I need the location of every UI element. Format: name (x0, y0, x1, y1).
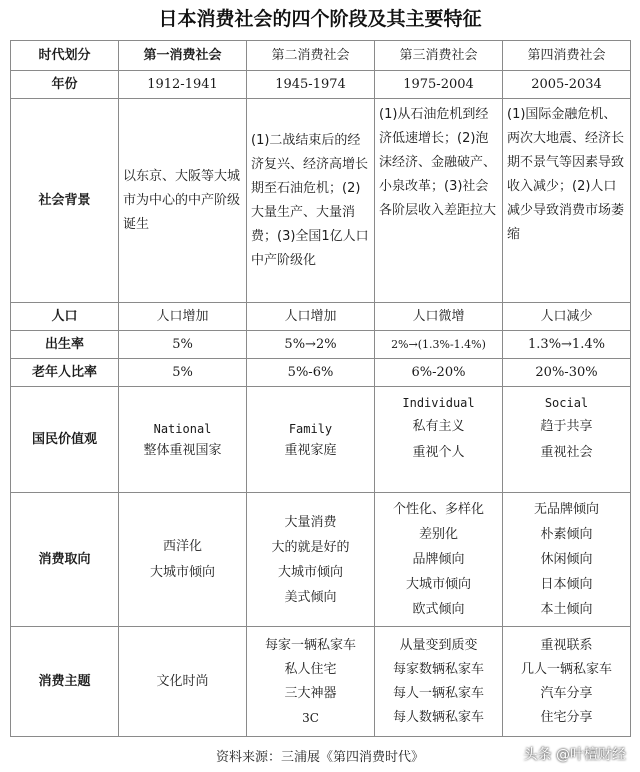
theme-2-item: 三大神器 (284, 685, 337, 701)
values-keyword-1: National (153, 421, 212, 436)
values-text-2: 重视家庭 (284, 442, 337, 458)
row-label-elderly-ratio: 老年人比率 (11, 359, 119, 387)
values-keyword-4: Social (544, 396, 589, 410)
row-label-national-values: 国民价值观 (11, 387, 119, 493)
values-cell-1 (119, 387, 247, 493)
background-text-4: (1)国际金融危机、两次大地震、经济长期不景气等因素导致收入减少；(2)人口减少导致消费市场萎缩 (507, 107, 625, 242)
orientation-3-item: 品牌倾向 (412, 552, 465, 567)
population-cell-3: 人口微增 (375, 303, 503, 331)
table-header-row (11, 41, 631, 71)
values-text-1: 整体重视国家 (143, 442, 222, 458)
birth-cell-4: 1.3%→1.4% (503, 331, 631, 359)
theme-cell-4 (503, 627, 631, 737)
orientation-1-item: 大城市倾向 (149, 564, 215, 580)
theme-4-item: 住宅分享 (540, 709, 593, 725)
birth-cell-1: 5% (119, 331, 247, 359)
page-title: 日本消费社会的四个阶段及其主要特征 (158, 8, 482, 30)
orientation-1-item: 西洋化 (162, 538, 202, 554)
theme-2-item: 3C (302, 710, 319, 725)
table-row-year (11, 71, 631, 99)
header-column-1: 第一消费社会 (119, 41, 247, 71)
theme-4-item: 几人一辆私家车 (520, 661, 612, 677)
year-cell-3: 1975-2004 (375, 71, 503, 99)
birth-cell-3: 2%→(1.3%-1.4%) (375, 331, 503, 359)
orientation-4-item: 本土倾向 (540, 602, 593, 617)
header-column-2: 第二消费社会 (247, 41, 375, 71)
watermark: 头条 @叶檀财经 (523, 747, 626, 763)
orientation-2-item: 大量消费 (284, 514, 337, 530)
birth-cell-2: 5%→2% (247, 331, 375, 359)
table-row-consumption-theme (11, 627, 631, 737)
background-cell-2 (247, 99, 375, 303)
orientation-3-item: 个性化、多样化 (392, 502, 484, 517)
year-cell-1: 1912-1941 (119, 71, 247, 99)
values-cell-4 (503, 387, 631, 493)
table-row-birth-rate (11, 331, 631, 359)
orientation-2-item: 大城市倾向 (277, 564, 343, 580)
values-text-3a: 私有主义 (412, 419, 465, 434)
population-cell-2: 人口增加 (247, 303, 375, 331)
orientation-cell-2 (247, 493, 375, 627)
table-row-national-values (11, 387, 631, 493)
theme-3-item: 从量变到质变 (399, 637, 478, 653)
orientation-3-item: 差别化 (418, 527, 458, 542)
theme-3-item: 每家数辆私家车 (392, 661, 484, 677)
background-text-2: (1)二战结束后的经济复兴、经济高增长期至石油危机；(2)大量生产、大量消费；(3)全国1亿人口中产阶级化 (251, 132, 369, 268)
values-text-4b: 重视社会 (540, 445, 593, 460)
row-label-consumption-orientation: 消费取向 (11, 493, 119, 627)
table-row-elderly-ratio (11, 359, 631, 387)
row-label-background: 社会背景 (11, 99, 119, 303)
row-label-consumption-theme: 消费主题 (11, 627, 119, 737)
theme-4-item: 重视联系 (540, 637, 593, 653)
theme-4-item: 汽车分享 (540, 685, 593, 701)
comparison-table (10, 40, 631, 737)
theme-3-item: 每人数辆私家车 (392, 709, 484, 725)
row-label-year: 年份 (11, 71, 119, 99)
header-column-4: 第四消费社会 (503, 41, 631, 71)
elderly-cell-2: 5%-6% (247, 359, 375, 387)
theme-3-item: 每人一辆私家车 (392, 685, 484, 701)
orientation-4-item: 朴素倾向 (540, 527, 593, 542)
values-text-3b: 重视个人 (412, 445, 465, 460)
elderly-cell-4: 20%-30% (503, 359, 631, 387)
orientation-4-item: 日本倾向 (540, 577, 593, 592)
orientation-cell-3 (375, 493, 503, 627)
orientation-4-item: 休闲倾向 (540, 552, 593, 567)
table-row-consumption-orientation (11, 493, 631, 627)
orientation-3-item: 大城市倾向 (405, 577, 471, 592)
orientation-cell-1 (119, 493, 247, 627)
theme-1-item: 文化时尚 (156, 674, 209, 689)
row-label-population: 人口 (11, 303, 119, 331)
theme-cell-1 (119, 627, 247, 737)
header-era-label: 时代划分 (11, 41, 119, 71)
values-cell-3 (375, 387, 503, 493)
elderly-cell-3: 6%-20% (375, 359, 503, 387)
year-cell-2: 1945-1974 (247, 71, 375, 99)
values-keyword-3: Individual (402, 396, 475, 410)
background-text-1: 以东京、大阪等大城市为中心的中产阶级诞生 (123, 168, 241, 232)
values-text-4a: 趋于共享 (540, 419, 593, 434)
row-label-birth-rate: 出生率 (11, 331, 119, 359)
background-cell-3 (375, 99, 503, 303)
table-row-population (11, 303, 631, 331)
values-cell-2 (247, 387, 375, 493)
orientation-2-item: 美式倾向 (284, 589, 337, 605)
theme-cell-3 (375, 627, 503, 737)
theme-2-item: 每家一辆私家车 (264, 637, 356, 653)
source-note: 资料来源：三浦展《第四消费时代》 (215, 750, 424, 765)
year-cell-4: 2005-2034 (503, 71, 631, 99)
orientation-cell-4 (503, 493, 631, 627)
elderly-cell-1: 5% (119, 359, 247, 387)
table-row-background (11, 99, 631, 303)
background-text-3: (1)从石油危机到经济低速增长；(2)泡沫经济、金融破产、小泉改革；(3)社会各阶层收入差距拉大 (379, 107, 497, 218)
theme-2-item: 私人住宅 (284, 661, 337, 677)
orientation-4-item: 无品牌倾向 (533, 502, 599, 517)
population-cell-1: 人口增加 (119, 303, 247, 331)
orientation-3-item: 欧式倾向 (412, 602, 465, 617)
background-cell-4 (503, 99, 631, 303)
population-cell-4: 人口减少 (503, 303, 631, 331)
orientation-2-item: 大的就是好的 (271, 539, 350, 555)
values-keyword-2: Family (288, 421, 333, 436)
background-cell-1 (119, 99, 247, 303)
theme-cell-2 (247, 627, 375, 737)
header-column-3: 第三消费社会 (375, 41, 503, 71)
